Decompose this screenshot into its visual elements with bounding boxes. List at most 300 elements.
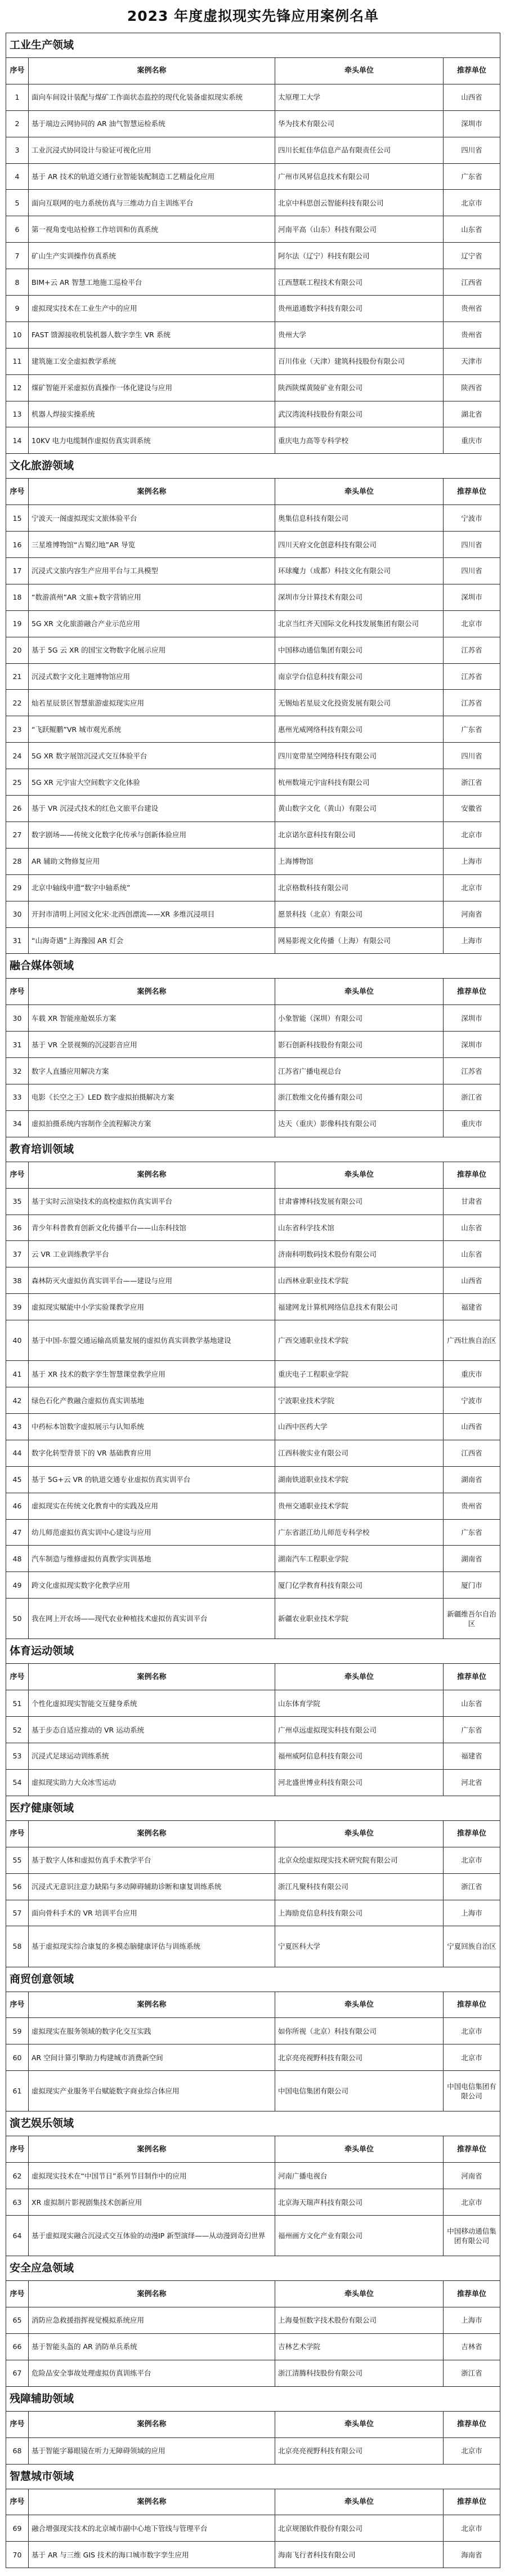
lead-unit-text: 江苏省广播电视总台 [278, 1066, 342, 1075]
lead-unit [275, 822, 444, 848]
lead-unit [275, 1058, 444, 1084]
recommending-unit-text: 深圳市 [461, 119, 482, 128]
header-area-text: 推荐单位 [456, 2145, 486, 2154]
recommending-unit [444, 558, 500, 584]
lead-unit [275, 216, 444, 242]
lead-unit-text: 海南飞行者科技有限公司 [278, 2550, 356, 2559]
lead-unit [275, 1294, 444, 1320]
case-number [6, 1189, 29, 1215]
recommending-unit [444, 1874, 500, 1900]
lead-unit-text: 阿尔法（辽宁）科技有限公司 [278, 251, 370, 260]
table-row [6, 1847, 500, 1874]
case-name [29, 1058, 275, 1084]
lead-unit-text: 浙江数维文化传播有限公司 [278, 1093, 363, 1102]
lead-unit-text: 中国移动通信集团有限公司 [278, 646, 363, 655]
case-name [29, 690, 275, 716]
table-row [6, 2307, 500, 2334]
case-name [29, 1084, 275, 1110]
case-number-text: 53 [12, 1752, 22, 1761]
recommending-unit [444, 1241, 500, 1267]
header-area [444, 58, 500, 84]
case-name [29, 1215, 275, 1241]
case-number [6, 1414, 29, 1440]
recommending-unit [444, 1032, 500, 1057]
table-header-row [6, 2489, 500, 2516]
recommending-unit [444, 1294, 500, 1320]
recommending-unit-text: 广东省 [461, 1528, 482, 1537]
case-name [29, 84, 275, 110]
header-unit [275, 2136, 444, 2162]
recommending-unit-text: 福建省 [461, 1302, 482, 1311]
recommending-unit [444, 1084, 500, 1110]
case-name-text: 面向互联网的电力系统仿真与三维动力自主训练平台 [32, 198, 194, 207]
lead-unit [275, 1572, 444, 1598]
table-row [6, 1926, 500, 1966]
case-name-text: 基于步态自适应推动的 VR 运动系统 [32, 1725, 145, 1734]
recommending-unit [444, 1572, 500, 1598]
case-number [6, 532, 29, 557]
case-number-text: 27 [12, 831, 22, 840]
lead-unit [275, 1599, 444, 1639]
case-number-text: 31 [12, 936, 22, 945]
lead-unit [275, 1926, 444, 1966]
case-name [29, 716, 275, 742]
case-number-text: 22 [12, 698, 22, 707]
case-name-text: “山海奇遇”上海豫园 AR 灯会 [32, 936, 124, 945]
case-name-text: 虚拟现实产业服务平台赋能数字商业综合体应用 [32, 2087, 180, 2096]
case-name-text: 面向骨科手术的 VR 培训平台应用 [32, 1908, 137, 1917]
header-name [29, 1821, 275, 1847]
case-number [6, 216, 29, 242]
case-number-text: 14 [12, 436, 22, 445]
lead-unit-text: 甘肃睿博科技发展有限公司 [278, 1197, 363, 1206]
recommending-unit-text: 山西省 [461, 93, 482, 102]
header-num [6, 58, 29, 84]
case-number [6, 901, 29, 927]
case-number-text: 64 [12, 2231, 22, 2240]
recommending-unit-text: 江苏省 [461, 1066, 482, 1075]
lead-unit [275, 1717, 444, 1743]
case-name [29, 349, 275, 374]
case-number [6, 1320, 29, 1360]
lead-unit [275, 1084, 444, 1110]
table-row [6, 427, 500, 453]
section-title: 安全应急领域 [6, 2256, 500, 2281]
recommending-unit-text: 北京市 [461, 2053, 482, 2062]
case-name [29, 1599, 275, 1639]
header-area [444, 479, 500, 505]
lead-unit [275, 690, 444, 716]
case-name [29, 2307, 275, 2333]
case-name-text: 融合增强现实技术的北京城市副中心地下管线与管理平台 [32, 2524, 208, 2533]
case-number [6, 375, 29, 401]
lead-unit-text: 四川天府文化创意科技有限公司 [278, 540, 377, 549]
recommending-unit-text: 山东省 [461, 225, 482, 234]
recommending-unit [444, 1770, 500, 1796]
recommending-unit-text: 北京市 [461, 2446, 482, 2456]
recommending-unit-text: 广东省 [461, 1725, 482, 1734]
lead-unit-text: 浙江清腾科技股份有限公司 [278, 2369, 363, 2378]
recommending-unit [444, 375, 500, 401]
recommending-unit-text: 江苏省 [461, 672, 482, 681]
recommending-unit [444, 664, 500, 690]
section [6, 1639, 500, 1796]
lead-unit-text: 惠州光威网络科技有限公司 [278, 725, 363, 734]
lead-unit-text: 贵州大学 [278, 331, 307, 340]
case-number-text: 8 [15, 278, 20, 287]
lead-unit [275, 296, 444, 322]
recommending-unit-text: 四川省 [461, 146, 482, 155]
lead-unit-text: 四川长虹佳华信息产品有限责任公司 [278, 146, 391, 155]
recommending-unit [444, 532, 500, 557]
case-name-text: 虚拟现实技术在“中国节日”系列节目制作中的应用 [32, 2171, 187, 2180]
recommending-unit [444, 1189, 500, 1215]
lead-unit [275, 584, 444, 610]
recommending-unit-text: 浙江省 [461, 1093, 482, 1102]
header-num-text: 序号 [10, 2145, 25, 2154]
recommending-unit [444, 2360, 500, 2386]
section-title: 融合媒体领域 [6, 954, 500, 979]
lead-unit-text: 江西慧联工程技术有限公司 [278, 278, 363, 287]
table-header-row [6, 979, 500, 1005]
table-row [6, 216, 500, 243]
header-name [29, 2281, 275, 2307]
recommending-unit [444, 875, 500, 901]
header-area [444, 2136, 500, 2162]
table-row [6, 1599, 500, 1639]
table-row [6, 1387, 500, 1414]
header-num [6, 1992, 29, 2018]
case-number [6, 611, 29, 637]
lead-unit [275, 2018, 444, 2044]
case-name [29, 1467, 275, 1493]
lead-unit [275, 1743, 444, 1769]
table-header-row [6, 1992, 500, 2019]
recommending-unit-text: 河南省 [461, 2171, 482, 2180]
header-area-text: 推荐单位 [456, 987, 486, 996]
lead-unit [275, 2189, 444, 2215]
case-name [29, 1361, 275, 1387]
recommending-unit [444, 401, 500, 427]
case-number [6, 558, 29, 584]
case-name [29, 269, 275, 295]
case-name [29, 849, 275, 874]
case-number [6, 190, 29, 216]
table-row [6, 1572, 500, 1599]
table-row [6, 1111, 500, 1137]
lead-unit [275, 1267, 444, 1293]
lead-unit-text: 小象智能（深圳）有限公司 [278, 1014, 363, 1023]
header-unit [275, 58, 444, 84]
table-row [6, 2018, 500, 2044]
case-name [29, 401, 275, 427]
case-name-text: 消防应急救援指挥视觉模拟系统应用 [32, 2316, 145, 2325]
case-name-text: 沉浸式无意识注意力缺陷与多动障碍辅助诊断和康复训练系统 [32, 1882, 222, 1891]
section [6, 1796, 500, 1967]
recommending-unit-text: 宁波市 [461, 514, 482, 523]
recommending-unit-text: 上海市 [461, 857, 482, 866]
lead-unit [275, 1414, 444, 1440]
case-name [29, 111, 275, 137]
lead-unit-text: 北京规图软件股份有限公司 [278, 2524, 363, 2533]
header-area [444, 1992, 500, 2018]
header-num [6, 479, 29, 505]
header-num-text: 序号 [10, 2000, 25, 2009]
case-number-text: 49 [12, 1581, 22, 1590]
header-unit [275, 2412, 444, 2437]
case-name [29, 216, 275, 242]
case-name [29, 796, 275, 822]
case-number [6, 505, 29, 531]
section [6, 2465, 500, 2569]
lead-unit [275, 1900, 444, 1926]
case-number-text: 54 [12, 1778, 22, 1787]
table-row [6, 137, 500, 164]
case-number [6, 1599, 29, 1639]
recommending-unit [444, 1467, 500, 1493]
lead-unit [275, 322, 444, 348]
table-header-row [6, 1664, 500, 1690]
case-number-text: 24 [12, 751, 22, 760]
lead-unit-text: 上海博物馆 [278, 857, 314, 866]
lead-unit-text: 上海曼恒数字技术股份有限公司 [278, 2316, 377, 2325]
lead-unit [275, 849, 444, 874]
recommending-unit-text: 北京市 [461, 831, 482, 840]
case-number [6, 401, 29, 427]
lead-unit-text: 太原理工大学 [278, 93, 321, 102]
case-number [6, 1215, 29, 1241]
lead-unit [275, 1847, 444, 1873]
lead-unit [275, 1361, 444, 1387]
case-name [29, 1267, 275, 1293]
case-number [6, 1111, 29, 1137]
section-title: 教育培训领域 [6, 1137, 500, 1162]
case-number-text: 66 [12, 2342, 22, 2351]
header-num-text: 序号 [10, 2497, 25, 2506]
case-name-text: “数游滇州”AR 文旅+数字营销应用 [32, 593, 141, 602]
table-row [6, 1189, 500, 1215]
lead-unit-text: 中国电信集团有限公司 [278, 2087, 349, 2096]
recommending-unit [444, 190, 500, 216]
lead-unit-text: 山东省科学技术馆 [278, 1223, 335, 1232]
case-name [29, 1743, 275, 1769]
lead-unit-text: 广州市风昇信息技术有限公司 [278, 172, 370, 181]
case-name-text: 基于中国-东盟交通运输高质量发展的虚拟仿真实训教学基地建设 [32, 1336, 231, 1345]
recommending-unit [444, 1520, 500, 1546]
case-name [29, 243, 275, 269]
lead-unit-text: 河北盛世博业科技有限公司 [278, 1778, 363, 1787]
case-name-text: 中药标本馆数字虚拟展示与认知系统 [32, 1422, 145, 1431]
section-title: 医疗健康领域 [6, 1796, 500, 1821]
table-row [6, 558, 500, 584]
recommending-unit [444, 716, 500, 742]
recommending-unit-text: 湖北省 [461, 410, 482, 419]
table-row [6, 637, 500, 664]
table-row [6, 611, 500, 637]
section-title: 智慧城市领域 [6, 2465, 500, 2489]
table-header-row [6, 58, 500, 84]
case-name-text: 云 VR 工业训练教学平台 [32, 1249, 109, 1258]
table-row [6, 690, 500, 716]
case-number-text: 39 [12, 1302, 22, 1311]
case-name-text: 基于端边云网协同的 AR 油气智慧运检系统 [32, 119, 165, 128]
recommending-unit-text: 吉林省 [461, 2342, 482, 2351]
header-name [29, 2412, 275, 2437]
case-number [6, 1926, 29, 1966]
case-number-text: 37 [12, 1249, 22, 1258]
table-row [6, 1215, 500, 1242]
recommending-unit-text: 甘肃省 [461, 1197, 482, 1206]
case-name-text: 虚拟现实赋能中小学实验课教学应用 [32, 1302, 145, 1311]
table-row [6, 2044, 500, 2071]
lead-unit [275, 401, 444, 427]
header-num-text: 序号 [10, 2420, 25, 2429]
recommending-unit-text: 厦门市 [461, 1581, 482, 1590]
header-unit [275, 1664, 444, 1690]
case-name [29, 1294, 275, 1320]
lead-unit-text: 福州威阿信息科技有限公司 [278, 1752, 363, 1761]
case-name-text: 北京中轴线申遗“数字中轴系统” [32, 883, 131, 892]
table-header-row [6, 2412, 500, 2438]
section-title: 体育运动领域 [6, 1639, 500, 1664]
case-number-text: 52 [12, 1725, 22, 1734]
case-name [29, 1440, 275, 1466]
lead-unit-text: 如你所视（北京）科技有限公司 [278, 2026, 377, 2035]
case-name-text: 工业沉浸式协同设计与验证可视化应用 [32, 146, 151, 155]
lead-unit-text: 吉林艺术学院 [278, 2342, 321, 2351]
section-title: 演艺娱乐领域 [6, 2111, 500, 2136]
case-name-text: 5G XR 数字展馆沉浸式交互体验平台 [32, 751, 147, 760]
case-name [29, 1690, 275, 1716]
case-number-text: 13 [12, 410, 22, 419]
lead-unit-text: 贵州道通数字科技有限公司 [278, 304, 363, 313]
case-number-text: 32 [12, 1066, 22, 1075]
case-number-text: 47 [12, 1528, 22, 1537]
case-name-text: 虚拟现实助力大众冰雪运动 [32, 1778, 117, 1787]
case-number-text: 67 [12, 2369, 22, 2378]
lead-unit [275, 1189, 444, 1215]
lead-unit [275, 427, 444, 453]
header-num [6, 1664, 29, 1690]
lead-unit [275, 1440, 444, 1466]
header-name [29, 1162, 275, 1188]
recommending-unit [444, 1440, 500, 1466]
lead-unit [275, 2163, 444, 2189]
case-number [6, 322, 29, 348]
case-name-text: 个性化虚拟现实智能交互健身系统 [32, 1699, 137, 1708]
header-area-text: 推荐单位 [456, 2289, 486, 2298]
table-row [6, 1770, 500, 1796]
header-unit-text: 牵头单位 [344, 1672, 374, 1681]
case-number-text: 2 [15, 119, 20, 128]
recommending-unit [444, 1058, 500, 1084]
case-number-text: 15 [12, 514, 22, 523]
header-unit [275, 1992, 444, 2018]
case-number-text: 1 [15, 93, 20, 102]
lead-unit-text: 上海励竞信息科技有限公司 [278, 1908, 363, 1917]
case-number-text: 4 [15, 172, 20, 181]
case-name-text: 5G XR 文化旅游融合产业示范应用 [32, 619, 140, 628]
case-name [29, 322, 275, 348]
case-number [6, 1493, 29, 1519]
recommending-unit-text: 贵州省 [461, 331, 482, 340]
table-row [6, 243, 500, 269]
lead-unit [275, 875, 444, 901]
case-number-text: 25 [12, 778, 22, 787]
lead-unit-text: 北京众绘虚拟现实技术研究院有限公司 [278, 1856, 398, 1865]
case-number-text: 30 [12, 910, 22, 919]
table-row [6, 901, 500, 928]
case-name [29, 1414, 275, 1440]
lead-unit-text: 浙江凡聚科技有限公司 [278, 1882, 349, 1891]
case-name-text: 三星堆博物馆“古蜀幻地”AR 导览 [32, 540, 136, 549]
case-name-text: 基于 VR 沉浸式技术的红色文旅平台建设 [32, 804, 159, 813]
recommending-unit-text: 上海市 [461, 2316, 482, 2325]
case-number-text: 38 [12, 1276, 22, 1285]
case-name [29, 2071, 275, 2111]
recommending-unit-text: 中国电信集团有限公司 [447, 2082, 496, 2100]
recommending-unit-text: 北京市 [461, 2524, 482, 2533]
header-unit-text: 牵头单位 [344, 1171, 374, 1180]
case-number [6, 875, 29, 901]
lead-unit-text: 重庆电子工程职业学院 [278, 1369, 349, 1378]
case-number-text: 28 [12, 857, 22, 866]
header-unit-text: 牵头单位 [344, 2289, 374, 2298]
case-number [6, 1058, 29, 1084]
case-name [29, 1717, 275, 1743]
recommending-unit-text: 河北省 [461, 1778, 482, 1787]
case-name-text: 数字剧场——传统文化数字化传承与创新体验应用 [32, 831, 187, 840]
header-area-text: 推荐单位 [456, 487, 486, 496]
case-number [6, 690, 29, 716]
table-row [6, 796, 500, 822]
lead-unit [275, 1215, 444, 1241]
case-number-text: 33 [12, 1093, 22, 1102]
header-name [29, 2136, 275, 2162]
recommending-unit-text: 浙江省 [461, 2369, 482, 2378]
case-number [6, 1294, 29, 1320]
case-number-text: 69 [12, 2524, 22, 2533]
case-name [29, 822, 275, 848]
case-number-text: 7 [15, 251, 20, 260]
header-name-text: 案例名称 [137, 2420, 167, 2429]
table-row [6, 2216, 500, 2256]
header-name-text: 案例名称 [137, 1829, 167, 1838]
case-name-text: 我在网上开农场——现代农业种植技术虚拟仿真实训平台 [32, 1614, 208, 1623]
case-name [29, 1926, 275, 1966]
header-area-text: 推荐单位 [456, 1171, 486, 1180]
lead-unit [275, 901, 444, 927]
table-header-row [6, 1821, 500, 1847]
header-unit-text: 牵头单位 [344, 487, 374, 496]
recommending-unit-text: 湖南省 [461, 1554, 482, 1563]
table-row [6, 322, 500, 349]
recommending-unit [444, 2163, 500, 2189]
lead-unit-text: 广西交通职业技术学院 [278, 1336, 349, 1345]
case-name-text: 基于 VR 全景视频的沉浸影音应用 [32, 1040, 137, 1049]
case-number-text: 50 [12, 1614, 22, 1623]
lead-unit [275, 111, 444, 137]
case-number [6, 637, 29, 663]
table-row [6, 769, 500, 796]
case-name [29, 558, 275, 584]
recommending-unit [444, 505, 500, 531]
header-area [444, 2281, 500, 2307]
header-area-text: 推荐单位 [456, 1829, 486, 1838]
case-name [29, 296, 275, 322]
case-number [6, 716, 29, 742]
recommending-unit [444, 928, 500, 954]
